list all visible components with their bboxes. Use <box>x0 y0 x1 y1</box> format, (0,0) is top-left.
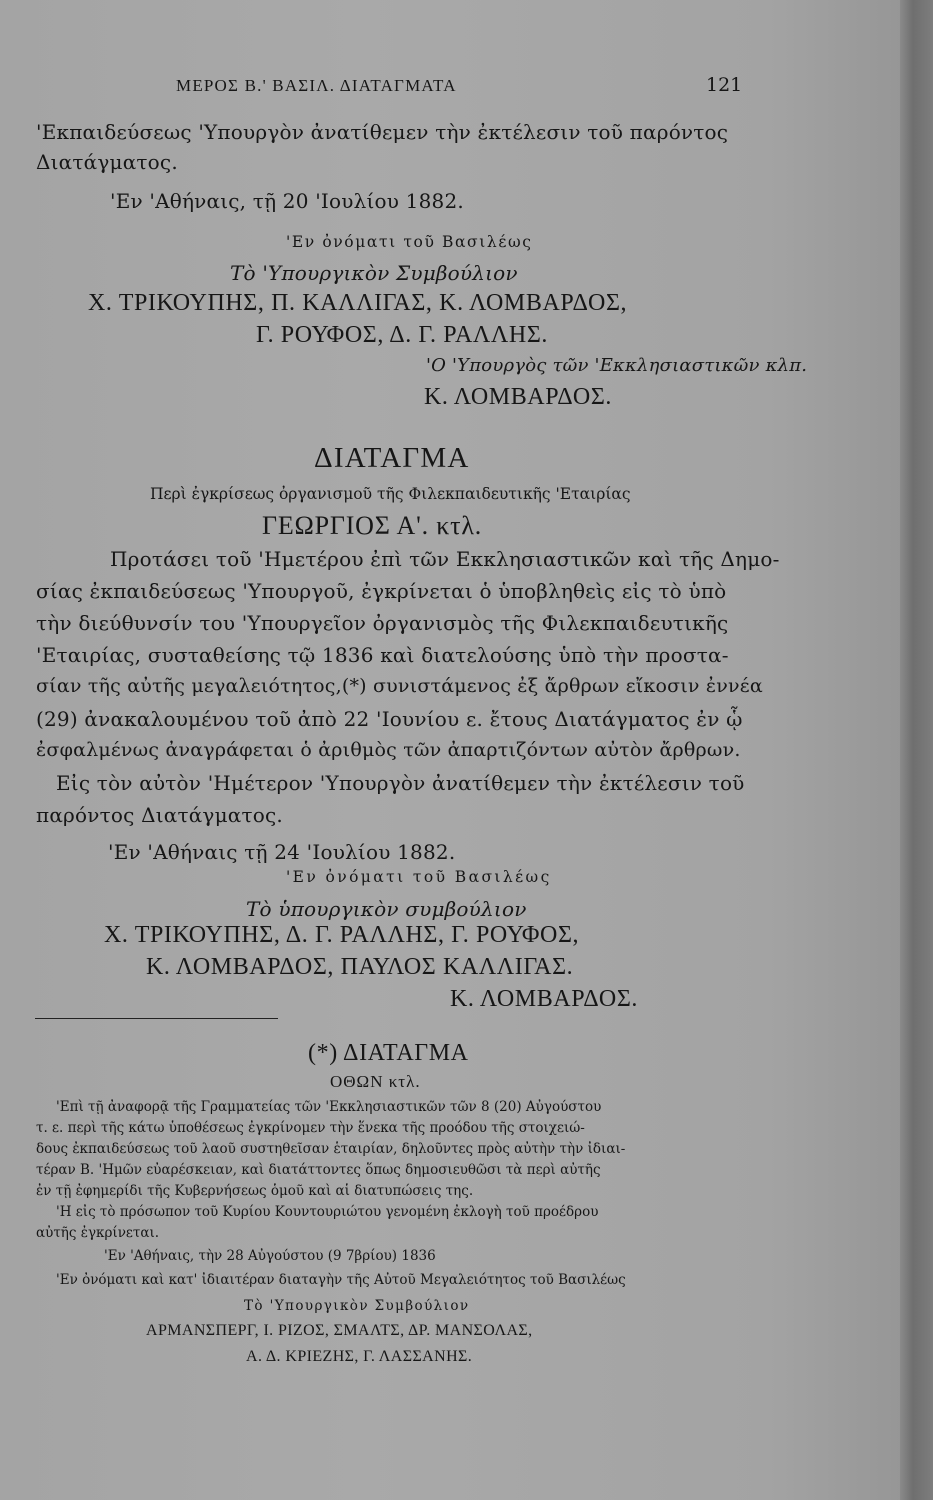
decree-date: 'Εν 'Αθήναις τῇ 24 'Ιουλίου 1882. <box>108 840 456 864</box>
continuation-line-1: 'Εκπαιδεύσεως 'Υπουργὸν ἀνατίθεμεν τὴν ἐκτέλεσιν τοῦ παρόντος <box>36 120 729 144</box>
footnote-heading: (*) ΔΙΑΤΑΓΜΑ <box>308 1040 469 1066</box>
footnote-body-line: 'Επὶ τῇ ἀναφορᾷ τῆς Γραμματείας τῶν 'Εκκλησιαστικῶν τῶν 8 (20) Αὐγούστου <box>56 1099 602 1115</box>
decree-body-line: Προτάσει τοῦ 'Ημετέρου ἐπὶ τῶν Εκκλησιαστικῶν καὶ τῆς Δημο- <box>110 547 780 571</box>
decree-heading: ΔΙΑΤΑΓΜΑ <box>314 442 470 474</box>
footnote-body-line: τέραν Β. 'Ημῶν εὐαρέσκειαν, καὶ διατάττοντες ὅπως δημοσιευθῶσι τὰ περὶ αὐτῆς <box>36 1162 601 1178</box>
continuation-line-2: Διατάγματος. <box>36 150 178 174</box>
decree-body-line: σίας ἐκπαιδεύσεως 'Υπουργοῦ, ἐγκρίνεται ὁ ὑποβληθεὶς εἰς τὸ ὑπὸ <box>36 579 727 603</box>
decree-body-line: τὴν διεύθυνσίν του 'Υπουργεῖον ὀργανισμὸς τῆς Φιλεκπαιδευτικῆς <box>36 611 729 635</box>
decree-signers-1: Χ. ΤΡΙΚΟΥΠΗΣ, Δ. Γ. ΡΑΛΛΗΣ, Γ. ΡΟΥΦΟΣ, <box>104 922 580 948</box>
decree-subject: Περὶ ἐγκρίσεως ὀργανισμοῦ τῆς Φιλεκπαιδευτικῆς 'Εταιρίας <box>150 485 631 503</box>
footnote-signers-1: ΑΡΜΑΝΣΠΕΡΓ, Ι. ΡΙΖΟΣ, ΣΜΑΛΤΣ, ΔΡ. ΜΑΝΣΟΛΑΣ, <box>146 1322 533 1339</box>
decree-body-line: σίαν τῆς αὐτῆς μεγαλειότητος,(*) συνιστάμενος ἐξ ἄρθρων εἴκοσιν ἐννέα <box>36 675 763 697</box>
continuation-in-name-of-king: 'Εν ὀνόματι τοῦ Βασιλέως <box>286 233 533 251</box>
footnote-body-line: ἐν τῇ ἐφημερίδι τῆς Κυβερνήσεως ὁμοῦ καὶ αἱ διατυπώσεις της. <box>36 1183 474 1199</box>
decree-body-line: 'Εταιρίας, συσταθείσης τῷ 1836 καὶ διατελούσης ὑπὸ τὴν προστα- <box>36 643 729 667</box>
continuation-minister: Κ. ΛΟΜΒΑΡΔΟΣ. <box>424 384 613 410</box>
decree-king: ΓΕΩΡΓΙΟΣ Α'. κτλ. <box>262 511 483 540</box>
decree-council: Τὸ ὑπουργικὸν συμβούλιον <box>246 897 527 921</box>
continuation-signers-1: Χ. ΤΡΙΚΟΥΠΗΣ, Π. ΚΑΛΛΙΓΑΣ, Κ. ΛΟΜΒΑΡΔΟΣ, <box>88 290 628 316</box>
footnote-date: 'Εν 'Αθήναις, τὴν 28 Αὐγούστου (9 7βρίου) 1836 <box>104 1248 436 1264</box>
continuation-signers-2: Γ. ΡΟΥΦΟΣ, Δ. Γ. ΡΑΛΛΗΣ. <box>256 322 549 348</box>
footnote-signers-2: Α. Δ. ΚΡΙΕΖΗΣ, Γ. ΛΑΣΣΑΝΗΣ. <box>246 1348 473 1365</box>
decree-signers-2: Κ. ΛΟΜΒΑΡΔΟΣ, ΠΑΥΛΟΣ ΚΑΛΛΙΓΑΣ. <box>146 954 574 980</box>
footnote-body-line: τ. ε. περὶ τῆς κάτω ὑποθέσεως ἐγκρίνομεν τὴν ἕνεκα τῆς προόδου τῆς στοιχειώ- <box>36 1120 585 1136</box>
running-header: ΜΕΡΟΣ Β.' ΒΑΣΙΛ. ΔΙΑΤΑΓΜΑΤΑ <box>176 76 457 95</box>
footnote-body-line: 'Η εἰς τὸ πρόσωπον τοῦ Κυρίου Κουντουριώτου γενομένη ἐκλογὴ τοῦ προέδρου <box>56 1204 599 1220</box>
footnote-body-line: αὐτῆς ἐγκρίνεται. <box>36 1225 160 1241</box>
footnote-council: Τὸ 'Υπουργικὸν Συμβούλιον <box>244 1298 470 1314</box>
continuation-date: 'Εν 'Αθήναις, τῇ 20 'Ιουλίου 1882. <box>110 189 464 213</box>
decree-body-line: (29) ἀνακαλουμένου τοῦ ἀπὸ 22 'Ιουνίου ε. ἔτους Διατάγματος ἐν ᾧ <box>36 707 743 731</box>
decree-minister: Κ. ΛΟΜΒΑΡΔΟΣ. <box>450 986 639 1012</box>
decree-body-line: Εἰς τὸν αὐτὸν 'Ημέτερον 'Υπουργὸν ἀνατίθεμεν τὴν ἐκτέλεσιν τοῦ <box>56 771 745 795</box>
decree-body-line: παρόντος Διατάγματος. <box>36 803 283 827</box>
continuation-minister-title: 'Ο 'Υπουργὸς τῶν 'Εκκλησιαστικῶν κλπ. <box>426 355 808 376</box>
footnote-king: ΟΘΩΝ κτλ. <box>330 1072 421 1091</box>
footnote-order: 'Εν ὀνόματι καὶ κατ' ἰδιαιτέραν διαταγὴν τῆς Αὐτοῦ Μεγαλειότητος τοῦ Βασιλέως <box>56 1272 626 1288</box>
page-number: 121 <box>706 74 743 96</box>
decree-in-name-of-king: 'Εν ὀνόματι τοῦ Βασιλέως <box>286 868 552 886</box>
book-gutter <box>900 0 933 1500</box>
continuation-council: Τὸ 'Υπουργικὸν Συμβούλιον <box>230 261 518 285</box>
footnote-body-line: δους ἐκπαιδεύσεως τοῦ λαοῦ συστηθεῖσαν ἑταιρίαν, δηλοῦντες πρὸς αὐτὴν τὴν ἰδιαι- <box>36 1141 626 1157</box>
footnote-rule <box>35 1018 278 1019</box>
decree-body-line: ἐσφαλμένως ἀναγράφεται ὁ ἀριθμὸς τῶν ἀπαρτιζόντων αὐτὸν ἄρθρων. <box>36 739 741 761</box>
